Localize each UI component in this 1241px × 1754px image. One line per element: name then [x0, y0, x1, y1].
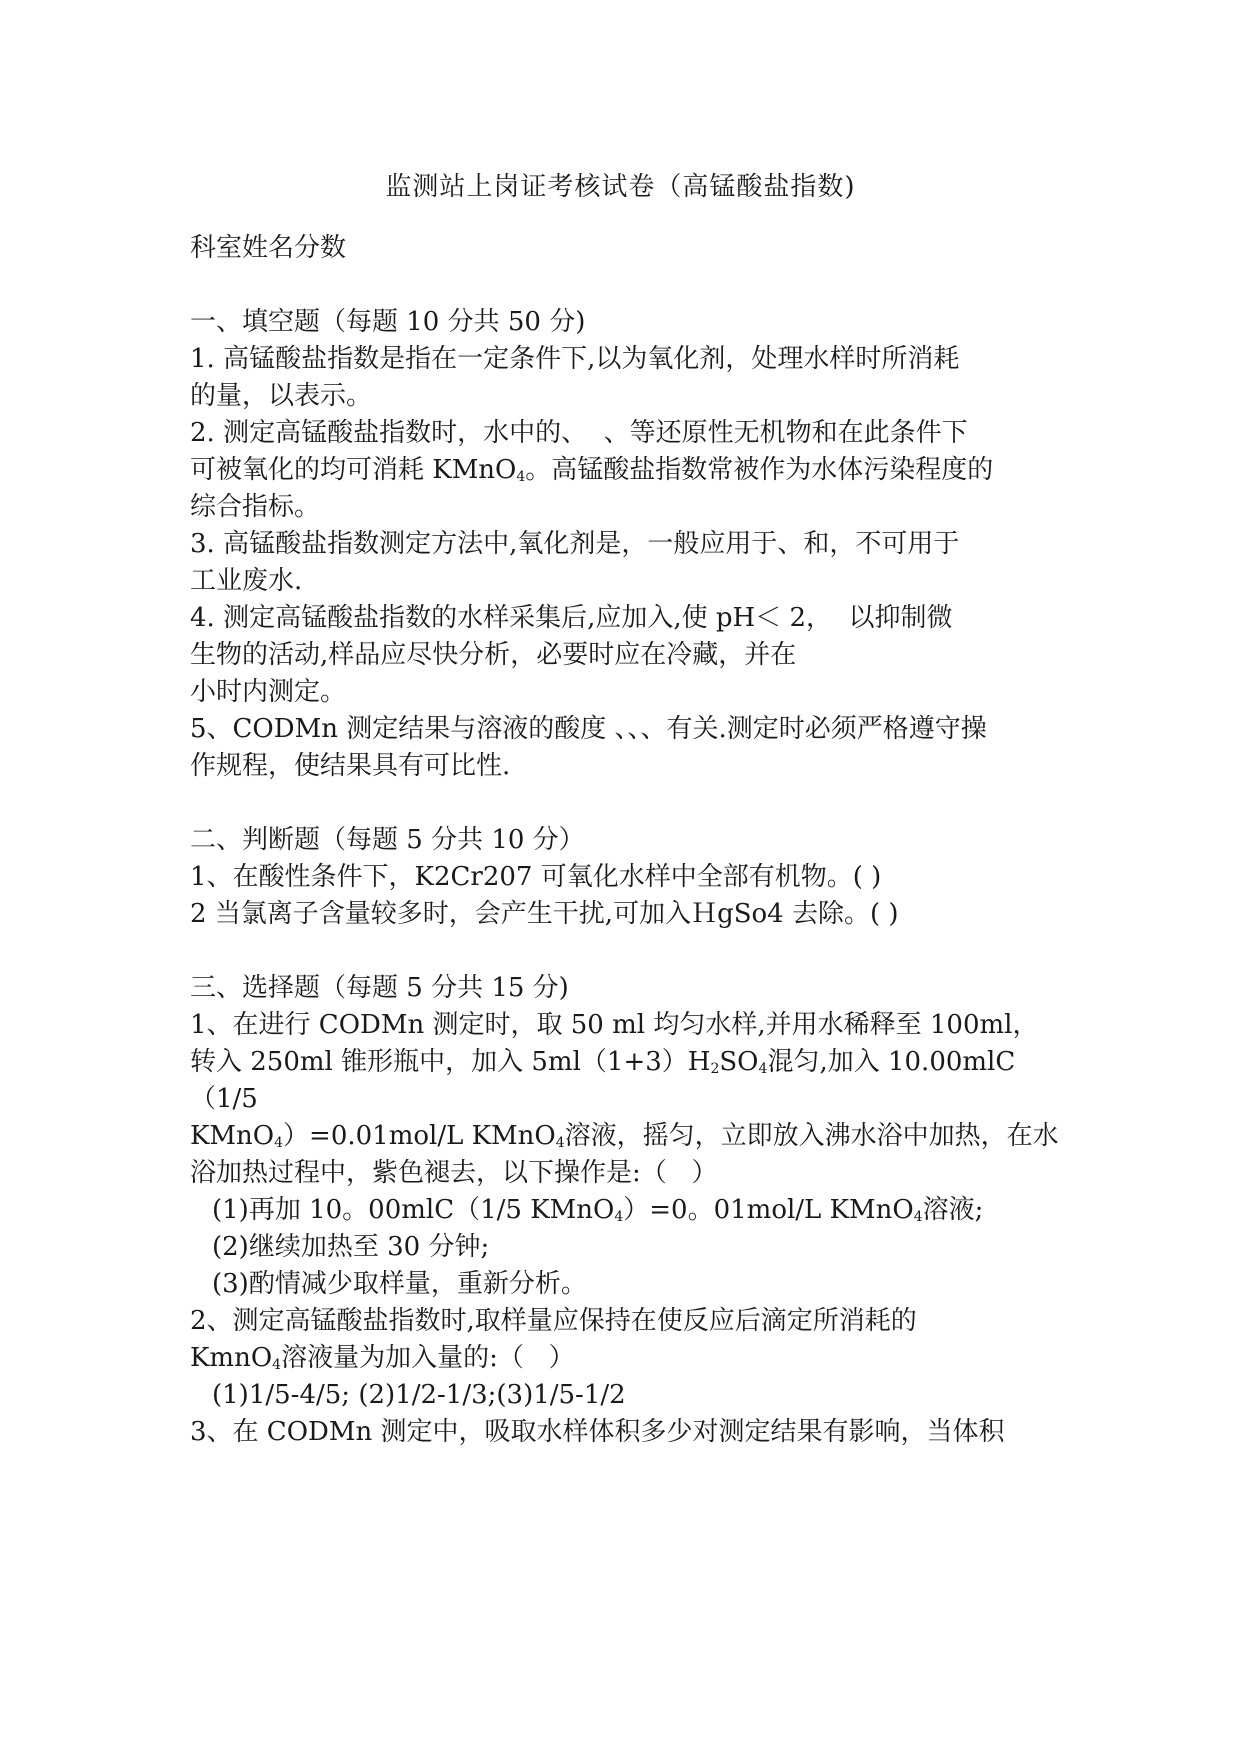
question-line: 的量，以表示。: [190, 381, 373, 411]
page-title: 监测站上岗证考核试卷（高锰酸盐指数): [385, 172, 856, 202]
question-line: 1. 高锰酸盐指数是指在一定条件下,以为氧化剂，处理水样时所消耗: [190, 344, 960, 374]
question-line: 5、CODMn 测定结果与溶液的酸度 、、、有关.测定时必须严格遵守操: [190, 714, 987, 744]
option-line: (2)继续加热至 30 分钟;: [212, 1232, 490, 1262]
question-line: 浴加热过程中，紫色褪去，以下操作是:（ ）: [190, 1158, 718, 1188]
section-heading-choice: 三、选择题（每题 5 分共 15 分): [190, 973, 569, 1003]
question-line: 小时内测定。: [190, 677, 347, 707]
exam-body: [190, 230, 1060, 1451]
question-line: 可被氧化的均可消耗 KMnO$_4$。高锰酸盐指数常被作为水体污染程度的: [190, 455, 994, 485]
option-line: (3)酌情减少取样量，重新分析。: [212, 1269, 587, 1299]
section-heading-fill: 一、填空题（每题 10 分共 50 分): [190, 307, 586, 337]
option-line: (1)再加 10。00mlC（1/5 KMnO$_4$）=0。01mol/L KMnO$_4$溶液;: [212, 1195, 984, 1225]
spacer: [190, 785, 1060, 822]
question-line: 1、在进行 CODMn 测定时，取 50 ml 均匀水样,并用水稀释至 100ml，: [190, 1010, 1039, 1040]
header-line: 科室姓名分数: [190, 233, 347, 263]
question-line: 工业废水.: [190, 566, 303, 596]
question-line: 2 当氯离子含量较多时，会产生干扰,可加入ＨgSo4 去除。( ): [190, 899, 899, 929]
question-line: 综合指标。: [190, 492, 321, 522]
question-line: 转入 250ml 锥形瓶中，加入 $5ml(1+3)H_2SO_4$混匀,加入 10.00mlC: [190, 1047, 1016, 1077]
question-line: （1/5: [190, 1084, 258, 1114]
section-heading-judge: 二、判断题（每题 5 分共 10 分）: [190, 825, 585, 855]
question-line: 2. 测定高锰酸盐指数时，水中的、 、等还原性无机物和在此条件下: [190, 418, 968, 448]
question-line: KmnO$_4$溶液量为加入量的:（ ）: [190, 1343, 575, 1373]
question-line: KMnO$_4$）=0.01mol/L KMnO$_4$溶液，摇匀，立即放入沸水浴中加热，在水: [190, 1121, 1059, 1151]
option-line: (1)1/5-4/5; (2)1/2-1/3;(3)1/5-1/2: [212, 1380, 626, 1410]
question-line: 2、测定高锰酸盐指数时,取样量应保持在使反应后滴定所消耗的: [190, 1306, 917, 1336]
spacer: [190, 267, 1060, 304]
question-line: 3. 高锰酸盐指数测定方法中,氧化剂是，一般应用于、和，不可用于: [190, 529, 960, 559]
question-line: 3、在 CODMn 测定中，吸取水样体积多少对测定结果有影响，当体积: [190, 1417, 1005, 1447]
question-line: 1、在酸性条件下，K2Cr207 可氧化水样中全部有机物。( ): [190, 862, 882, 892]
question-line: 作规程，使结果具有可比性.: [190, 751, 511, 781]
question-line: 生物的活动,样品应尽快分析，必要时应在冷藏，并在: [190, 640, 797, 670]
spacer: [190, 933, 1060, 970]
question-line: 4. 测定高锰酸盐指数的水样采集后,应加入,使 pH＜ 2， 以抑制微: [190, 603, 953, 633]
